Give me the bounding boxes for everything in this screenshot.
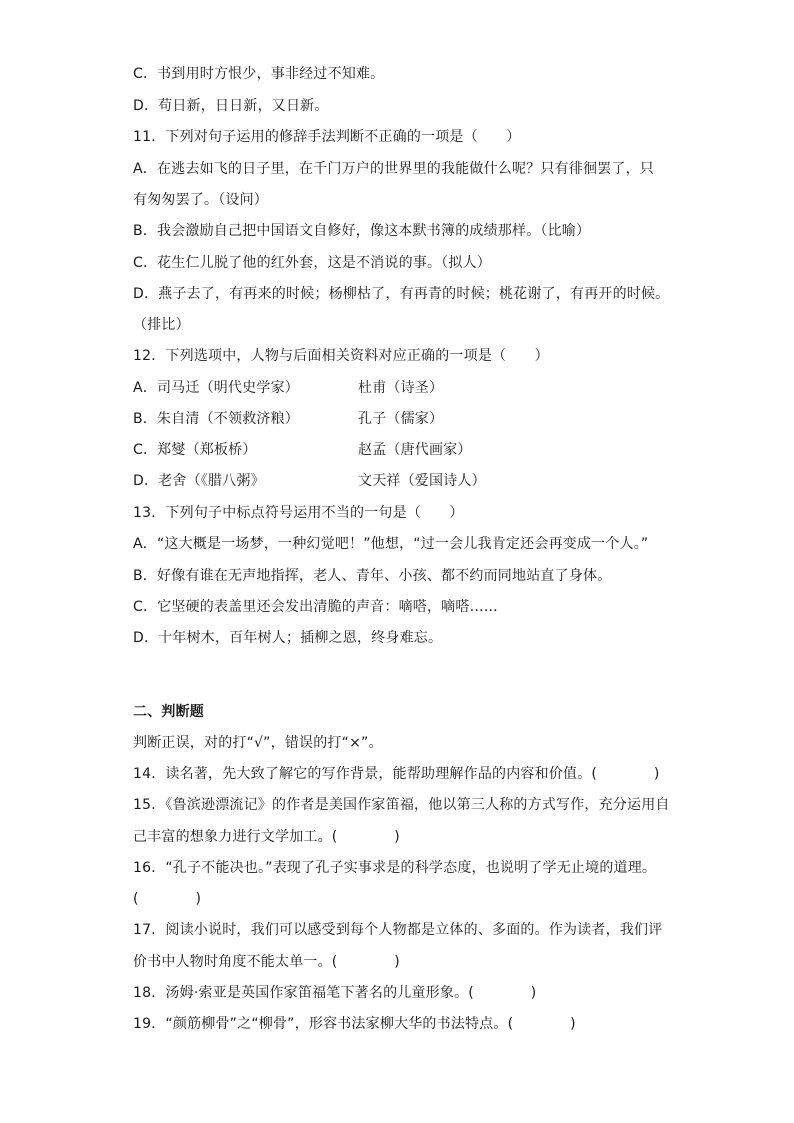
q10-option-c: C．书到用时方恨少，事非经过不知难。 [133,66,385,82]
q15: 15．《鲁滨逊漂流记》的作者是美国作家笛福，他以第三人称的方式写作，充分运用自 [133,797,670,813]
q12-option-b-right: 孔子（儒家） [358,411,444,427]
q11-option-a-cont: 有匆匆罢了。（设问） [133,192,268,208]
q12-option-c-right: 赵孟（唐代画家） [358,442,472,458]
q17-cont: 价书中人物时角度不能太单一。( ) [133,954,400,970]
q11-option-d-cont: （排比） [133,317,190,333]
q18: 18．汤姆·索亚是英国作家笛福笔下著名的儿童形象。( ) [133,985,537,1001]
q12-option-d-right: 文天祥（爱国诗人） [358,473,486,489]
q15-cont: 己丰富的想象力进行文学加工。( ) [133,829,400,845]
section-instruction: 判断正误，对的打“√”，错误的打“×”。 [133,735,383,751]
q13-option-b: B．好像有谁在无声地指挥，老人、青年、小孩、都不约而同地站直了身体。 [133,568,612,584]
q13-option-a: A．“这大概是一场梦，一种幻觉吧！”他想，“过一会儿我肯定还会再变成一个人。” [133,536,649,552]
q13-stem: 13．下列句子中标点符号运用不当的一句是（ ） [133,505,464,521]
q12-stem: 12．下列选项中，人物与后面相关资料对应正确的一项是（ ） [133,348,549,364]
q14: 14．读名著，先大致了解它的写作背景，能帮助理解作品的内容和价值。( ) [133,766,660,782]
q12-option-b: B．朱自清（不领救济粮） [133,411,300,427]
q12-option-d: D．老舍（《腊八粥》 [133,473,265,489]
q12-option-a: A．司马迁（明代史学家） [133,380,299,396]
q10-option-d: D．苟日新，日日新，又日新。 [133,98,329,114]
q11-stem: 11．下列对句子运用的修辞手法判断不正确的一项是（ ） [133,129,521,145]
q17: 17．阅读小说时，我们可以感受到每个人物都是立体的、多面的。作为读者，我们评 [133,922,663,938]
q11-option-b: B．我会激励自己把中国语文自修好，像这本默书簿的成绩那样。（比喻） [133,223,591,239]
section-title-judgment: 二、判断题 [133,704,204,720]
q12-option-c: C．郑燮（郑板桥） [133,442,257,458]
q16: 16．“孔子不能决也。”表现了孔子实事求是的科学态度，也说明了学无止境的道理。 [133,860,657,876]
q11-option-a: A．在逃去如飞的日子里，在千门万户的世界里的我能做什么呢？只有徘徊罢了，只 [133,161,654,177]
q13-option-c: C．它坚硬的表盖里还会发出清脆的声音：嘀嗒，嘀嗒…… [133,599,498,615]
q11-option-c: C．花生仁儿脱了他的红外套，这是不消说的事。（拟人） [133,255,491,271]
q11-option-d: D．燕子去了，有再来的时候；杨柳枯了，有再青的时候；桃花谢了，有再开的时候。 [133,286,670,302]
q13-option-d: D．十年树木，百年树人；插柳之恩，终身难忘。 [133,630,443,646]
q16-cont: ( ) [133,891,202,907]
q12-option-a-right: 杜甫（诗圣） [358,380,444,396]
q19: 19．“颜筋柳骨”之“柳骨”，形容书法家柳大华的书法特点。( ) [133,1016,576,1032]
